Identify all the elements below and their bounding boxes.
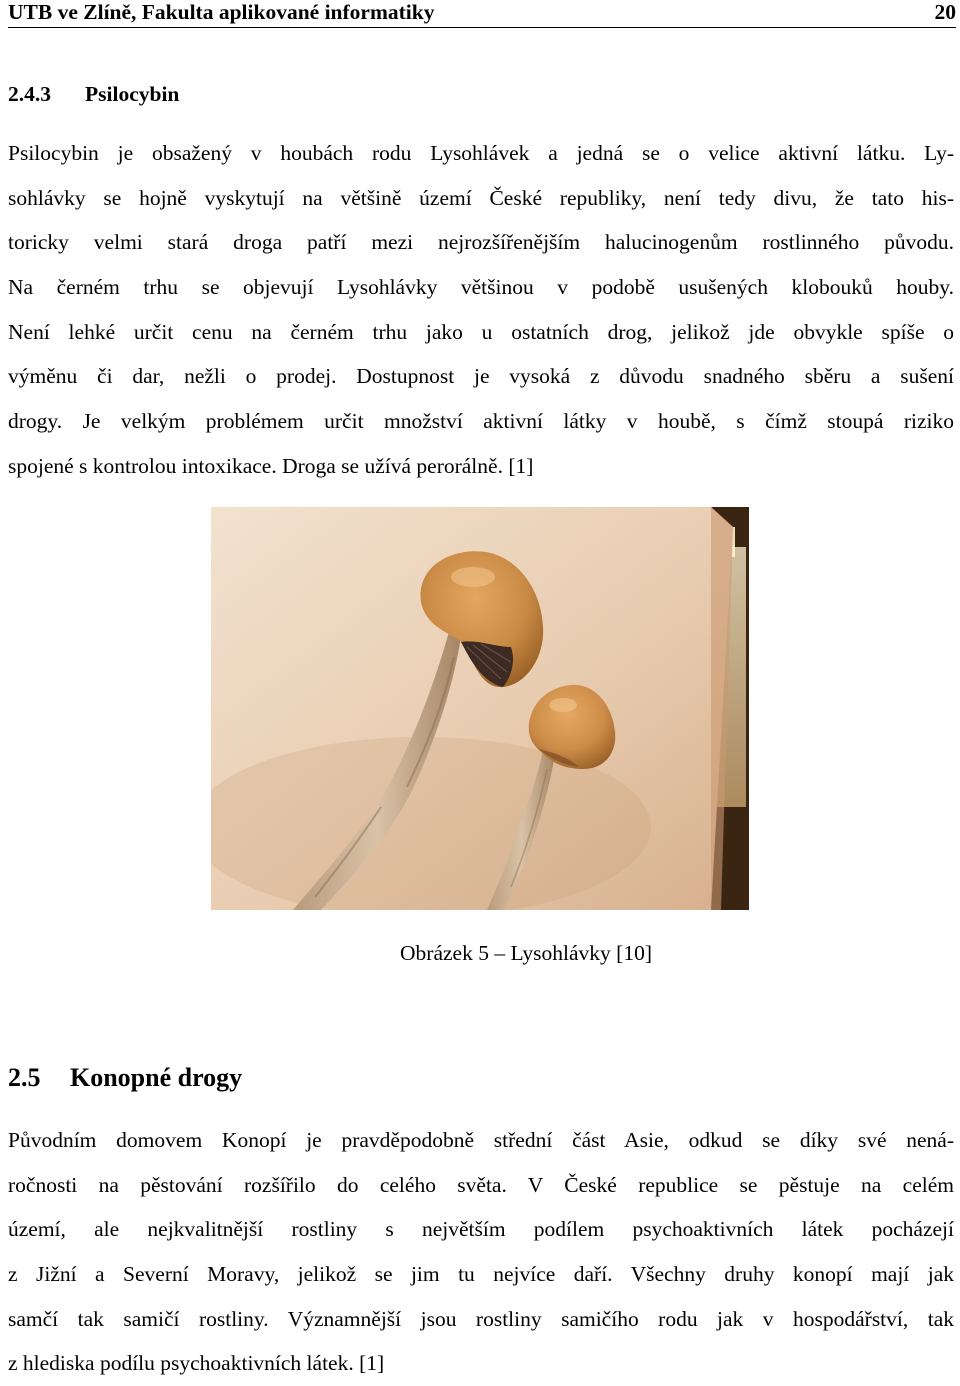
paragraph-line: území, ale nejkvalitnější rostliny s největším podílem psychoaktivních látek pocházejí [8,1217,954,1242]
paragraph-line: Není lehké určit cenu na černém trhu jako u ostatních drog, jelikož jde obvykle spíše o [8,319,954,344]
figure-caption: Obrázek 5 – Lysohlávky [10] [400,941,652,965]
paragraph-line: spojené s kontrolou intoxikace. Droga se užívá perorálně. [1] [8,453,534,478]
section-number: 2.5 [8,1063,41,1092]
subsection-heading [8,80,179,108]
paragraph-line: ročnosti na pěstování rozšířilo do celého světa. V České republice se pěstuje na celém [8,1172,954,1197]
paragraph-line: sohlávky se hojně vyskytují na většině území České republiky, není tedy divu, že tato his- [8,185,954,210]
paragraph-konopi [8,1118,954,1386]
mushroom-photo [211,507,749,910]
running-header [8,0,956,28]
paragraph-psilocybin [8,131,954,489]
paragraph-line: z Jižní a Severní Moravy, jelikož se jim tu nejvíce daří. Všechny druhy konopí mají jak [8,1262,954,1287]
paragraph-line: výměnu či dar, nežli o prodej. Dostupnost je vysoká z důvodu snadného sběru a sušení [8,364,954,389]
paragraph-line: z hlediska podílu psychoaktivních látek. [1] [8,1351,385,1376]
paragraph-line: toricky velmi stará droga patří mezi nejrozšířenějším halucinogenům rostlinného původu. [8,230,954,255]
paragraph-line: Na černém trhu se objevují Lysohlávky většinou v podobě usušených klobouků houby. [8,275,954,300]
mushroom-illustration [211,507,749,910]
paragraph-line: samčí tak samičí rostliny. Významnější jsou rostliny samičího rodu jak v hospodářství, tak [8,1306,954,1331]
subsection-number: 2.4.3 [8,82,51,106]
paragraph-line: Psilocybin je obsažený v houbách rodu Lysohlávek a jedná se o velice aktivní látku. Ly- [8,141,954,165]
subsection-title: Psilocybin [85,82,180,106]
header-title: UTB ve Zlíně, Fakulta aplikované informatiky [8,0,435,24]
paragraph-line: Původním domovem Konopí je pravděpodobně střední část Asie, odkud se díky své nená- [8,1128,954,1152]
section-title: Konopné drogy [70,1063,243,1092]
page-number: 20 [934,0,956,24]
section-heading [8,1061,242,1095]
paragraph-line: drogy. Je velkým problémem určit množství aktivní látky v houbě, s čímž stoupá riziko [8,409,954,434]
